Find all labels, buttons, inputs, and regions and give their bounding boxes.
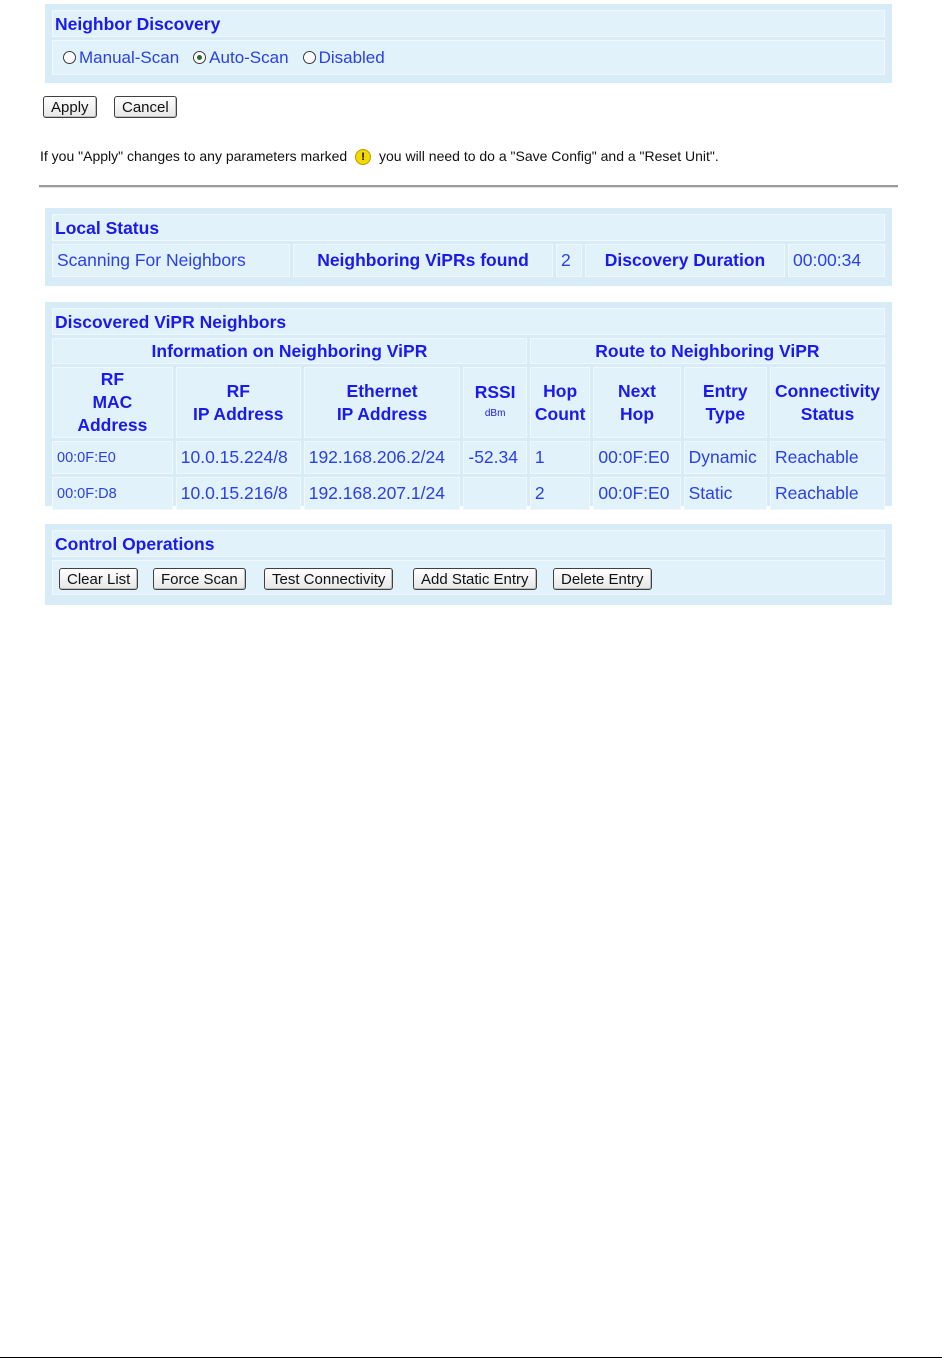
footer-line	[0, 1357, 942, 1358]
cell-entry-type: Dynamic	[684, 441, 767, 474]
divider	[39, 185, 898, 188]
cell-rssi	[463, 477, 527, 510]
cell-connectivity-status: Reachable	[770, 477, 885, 510]
cell-next-hop: 00:0F:E0	[593, 477, 680, 510]
local-status-panel	[45, 208, 892, 286]
cancel-button[interactable]: Cancel	[114, 96, 177, 118]
apply-note: If you "Apply" changes to any parameters marked ! you will need to do a "Save Config" and a "Reset Unit".	[40, 148, 719, 164]
apply-button[interactable]: Apply	[43, 96, 97, 118]
table-row[interactable]	[52, 441, 885, 474]
radio-manual-scan[interactable]: Manual-Scan	[63, 48, 179, 68]
cell-connectivity-status: Reachable	[770, 441, 885, 474]
group-info-header: Information on Neighboring ViPR	[52, 338, 527, 364]
table-row[interactable]	[52, 477, 885, 510]
neighbor-discovery-title: Neighbor Discovery	[52, 10, 885, 37]
local-status-title: Local Status	[52, 214, 885, 241]
cell-mac: 00:0F:E0	[52, 441, 173, 474]
delete-entry-button[interactable]: Delete Entry	[553, 568, 652, 590]
cell-mac: 00:0F:D8	[52, 477, 173, 510]
warning-icon: !	[355, 149, 371, 165]
force-scan-button[interactable]: Force Scan	[153, 568, 246, 590]
neighbors-found-label: Neighboring ViPRs found	[293, 244, 553, 277]
radio-circle-icon[interactable]	[63, 51, 76, 64]
control-operations-panel	[45, 524, 892, 605]
cell-eth-ip: 192.168.207.1/24	[304, 477, 461, 510]
radio-auto-scan[interactable]: Auto-Scan	[193, 48, 288, 68]
neighbors-found-value: 2	[556, 244, 582, 277]
cell-rf-ip: 10.0.15.216/8	[176, 477, 301, 510]
cell-hop-count: 2	[530, 477, 591, 510]
neighbors-panel	[45, 302, 892, 506]
group-route-header: Route to Neighboring ViPR	[530, 338, 885, 364]
scan-state: Scanning For Neighbors	[52, 244, 290, 277]
col-rssi: RSSI dBm	[463, 367, 527, 438]
cell-rssi: -52.34	[463, 441, 527, 474]
col-ethernet-ip: Ethernet IP Address	[304, 367, 461, 438]
cell-next-hop: 00:0F:E0	[593, 441, 680, 474]
cell-entry-type: Static	[684, 477, 767, 510]
test-connectivity-button[interactable]: Test Connectivity	[264, 568, 393, 590]
clear-list-button[interactable]: Clear List	[59, 568, 138, 590]
cell-rf-ip: 10.0.15.224/8	[176, 441, 301, 474]
neighbors-title: Discovered ViPR Neighbors	[52, 308, 885, 335]
neighbors-table	[49, 335, 888, 513]
neighbor-discovery-panel	[45, 4, 892, 83]
col-entry-type: Entry Type	[684, 367, 767, 438]
radio-disabled[interactable]: Disabled	[303, 48, 385, 68]
scan-mode-radio-group	[52, 40, 885, 75]
cell-eth-ip: 192.168.206.2/24	[304, 441, 461, 474]
discovery-duration-value: 00:00:34	[788, 244, 885, 277]
col-rf-ip: RF IP Address	[176, 367, 301, 438]
control-operations-title: Control Operations	[52, 530, 885, 557]
col-next-hop: Next Hop	[593, 367, 680, 438]
discovery-duration-label: Discovery Duration	[585, 244, 785, 277]
radio-circle-selected-icon[interactable]	[193, 51, 206, 64]
cell-hop-count: 1	[530, 441, 591, 474]
col-connectivity-status: Connectivity Status	[770, 367, 885, 438]
local-status-table	[49, 241, 888, 280]
add-static-entry-button[interactable]: Add Static Entry	[413, 568, 537, 590]
col-hop-count: Hop Count	[530, 367, 591, 438]
col-rf-mac: RF MAC Address	[52, 367, 173, 438]
radio-circle-icon[interactable]	[303, 51, 316, 64]
